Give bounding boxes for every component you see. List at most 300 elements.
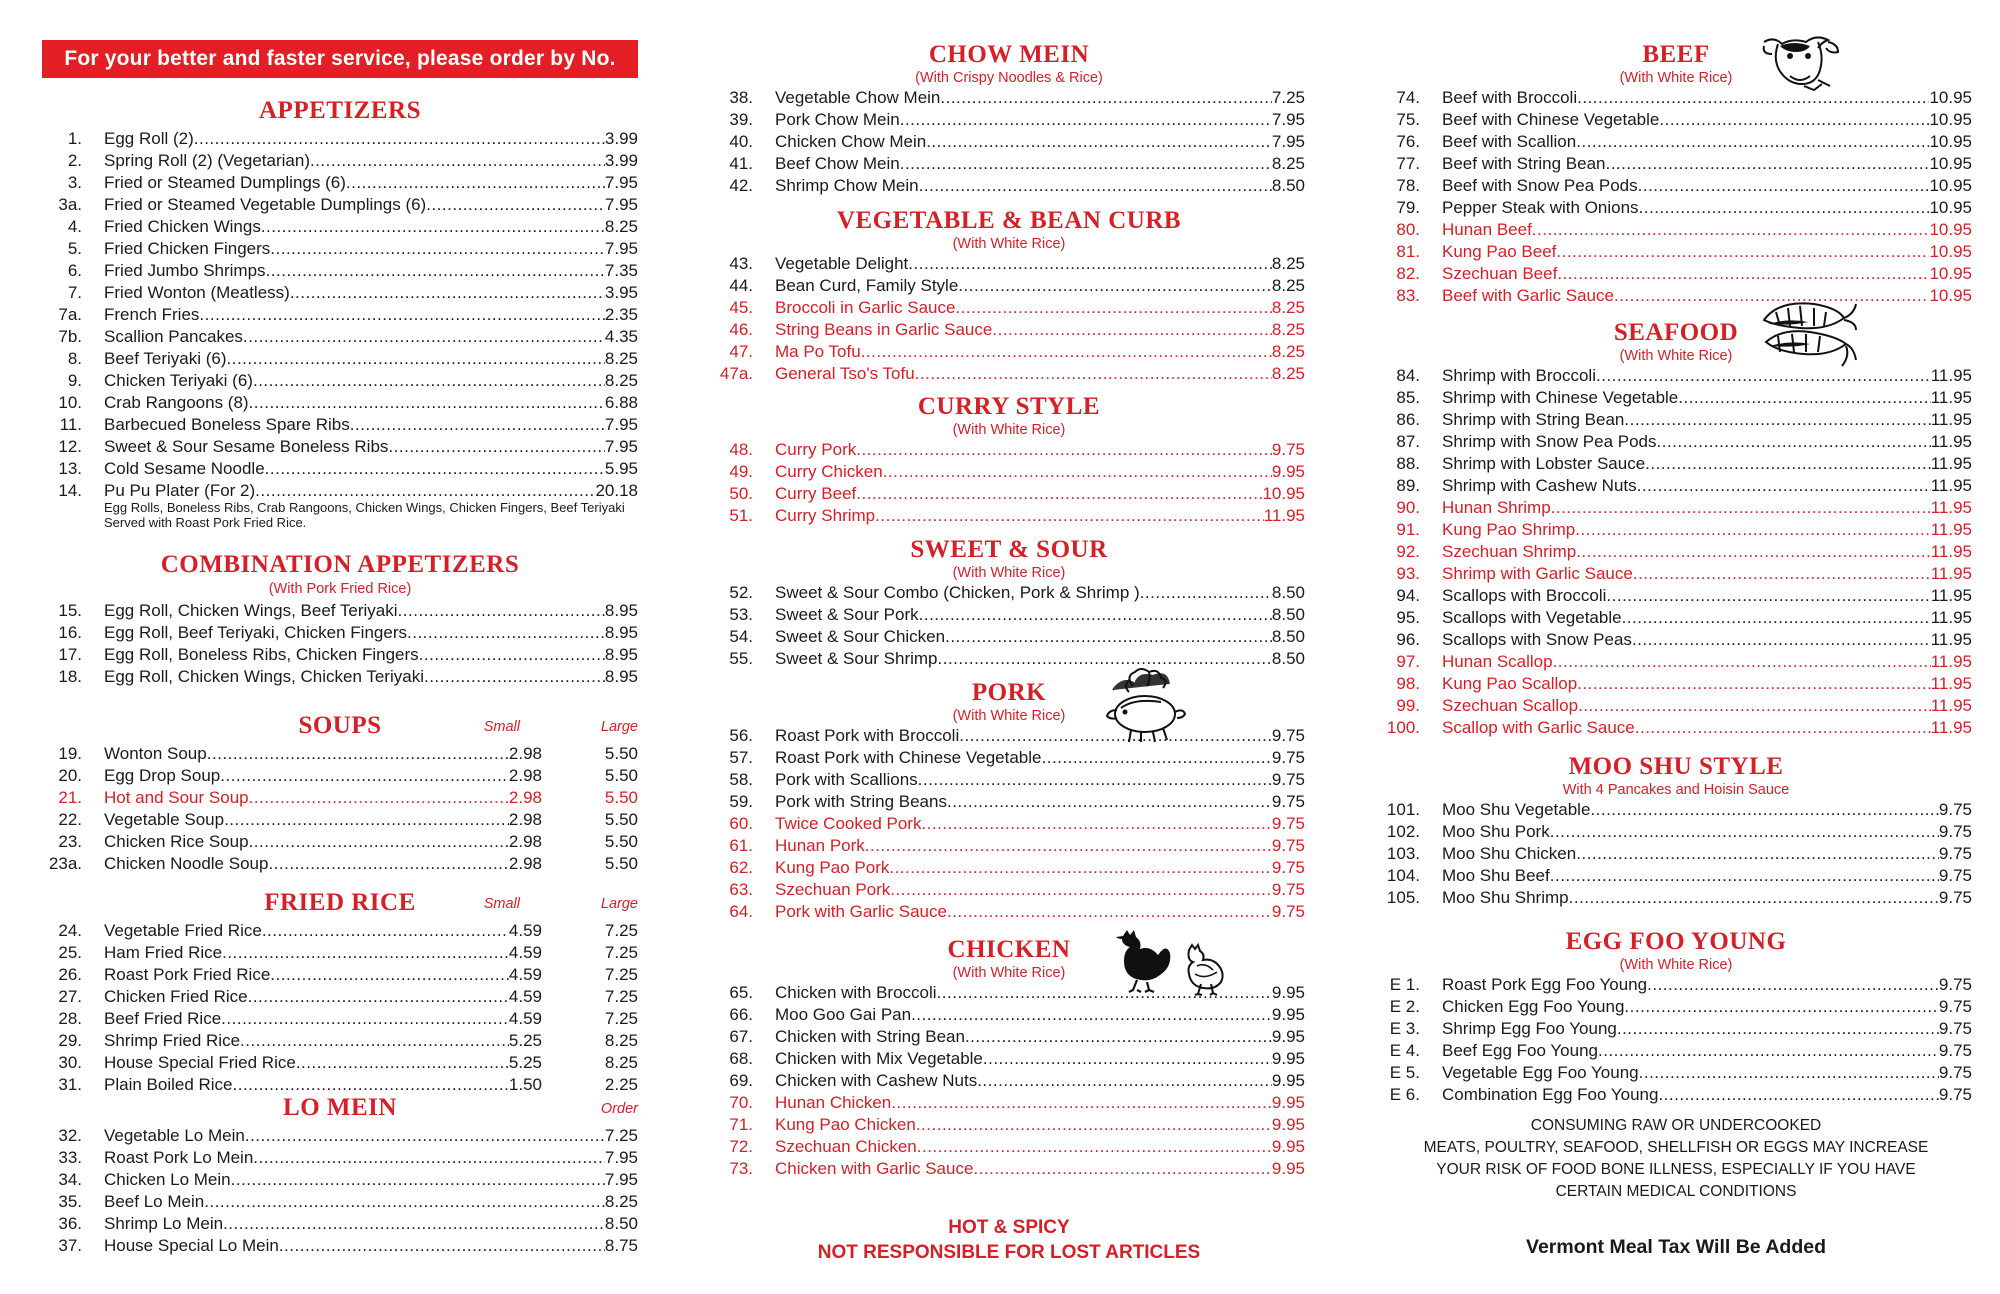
item-line (775, 297, 1305, 319)
item-line (1442, 673, 1972, 695)
item-number: 54. (729, 627, 753, 646)
item-price: 9.75 (1271, 902, 1305, 921)
item-line (104, 1235, 638, 1257)
item-list (713, 982, 1305, 1180)
section-header (42, 711, 638, 743)
item-number: 26. (58, 965, 82, 984)
item-line (775, 648, 1305, 670)
item-number: 21. (58, 788, 82, 807)
item-line (1442, 409, 1972, 431)
item-line (775, 1158, 1305, 1180)
item-number: 35. (58, 1192, 82, 1211)
item-price: 11.95 (1930, 476, 1972, 495)
item-price: 9.75 (1938, 1085, 1972, 1104)
large-column-header: Large (600, 719, 638, 735)
dot-leader (346, 172, 605, 194)
item-price: 11.95 (1930, 542, 1972, 561)
menu-item (713, 725, 1305, 747)
item-name: General Tso's Tofu (775, 364, 915, 383)
item-list (713, 87, 1305, 197)
item-name: French Fries (104, 305, 200, 324)
menu-item (1380, 475, 1972, 497)
menu-item (42, 216, 638, 238)
item-price: 9.75 (1271, 440, 1305, 459)
item-line (775, 835, 1305, 857)
item-line (104, 458, 638, 480)
dot-leader (240, 1030, 509, 1052)
item-name: Beef with Snow Pea Pods (1442, 176, 1638, 195)
section-title: CURRY STYLE (917, 393, 1101, 420)
item-name: Kung Pao Beef (1442, 242, 1557, 261)
item-price: 11.95 (1930, 498, 1972, 517)
item-name: Vegetable Fried Rice (104, 921, 262, 940)
item-list (42, 128, 638, 502)
item-name: Broccoli in Garlic Sauce (775, 298, 956, 317)
section-curry-style (713, 392, 1305, 527)
item-number: 8. (67, 349, 82, 368)
menu-item (1380, 673, 1972, 695)
menu-item (713, 253, 1305, 275)
item-number: E 4. (1389, 1041, 1420, 1060)
item-name: Moo Shu Vegetable (1442, 800, 1591, 819)
section-moo-shu (1380, 752, 1972, 909)
item-price: 11.95 (1930, 674, 1972, 693)
item-name: Egg Roll, Chicken Wings, Chicken Teriyaki (104, 667, 424, 686)
item-price-small: 4.59 (508, 943, 542, 962)
item-line (1442, 974, 1972, 996)
menu-item (42, 436, 638, 458)
item-list (1380, 87, 1972, 307)
item-name: Sweet & Sour Shrimp (775, 649, 938, 668)
item-line (775, 253, 1305, 275)
item-name: Curry Shrimp (775, 506, 876, 525)
item-name: Crab Rangoons (8) (104, 393, 249, 412)
item-price: 9.75 (1938, 844, 1972, 863)
item-price: 10.95 (1929, 242, 1972, 261)
item-line (104, 1008, 542, 1030)
item-number: 40. (729, 132, 753, 151)
item-price: 9.75 (1938, 888, 1972, 907)
item-price-small: 5.25 (508, 1053, 542, 1072)
item-line (104, 787, 542, 809)
item-line (104, 1030, 542, 1052)
section-lo-mein (42, 1093, 638, 1257)
item-line (1442, 843, 1972, 865)
dot-leader (243, 326, 605, 348)
item-line (775, 901, 1305, 923)
dot-leader (861, 341, 1272, 363)
item-line (104, 644, 638, 666)
item-price: 9.75 (1271, 880, 1305, 899)
item-number: 39. (729, 110, 753, 129)
item-name: Sweet & Sour Chicken (775, 627, 946, 646)
dot-leader (883, 461, 1272, 483)
not-responsible-notice: NOT RESPONSIBLE FOR LOST ARTICLES (817, 1242, 1201, 1263)
item-name: Shrimp with Cashew Nuts (1442, 476, 1637, 495)
item-price: 9.75 (1271, 836, 1305, 855)
section-subtitle: (With White Rice) (952, 236, 1066, 252)
item-line (775, 439, 1305, 461)
item-price: 8.95 (604, 601, 638, 620)
menu-item (42, 986, 638, 1008)
item-name: Curry Beef (775, 484, 857, 503)
item-name: Egg Roll, Boneless Ribs, Chicken Fingers (104, 645, 419, 664)
dot-leader (398, 600, 605, 622)
item-name: Roast Pork Egg Foo Young (1442, 975, 1648, 994)
dot-leader (350, 414, 605, 436)
dot-leader (1632, 629, 1931, 651)
item-line (775, 131, 1305, 153)
item-price: 9.95 (1271, 462, 1305, 481)
item-price: 10.95 (1929, 110, 1972, 129)
item-number: 75. (1396, 110, 1420, 129)
menu-item (1380, 409, 1972, 431)
menu-item (713, 87, 1305, 109)
item-line (104, 600, 638, 622)
item-line (104, 150, 638, 172)
item-number: 13. (58, 459, 82, 478)
item-number: 99. (1396, 696, 1420, 715)
item-line (104, 666, 638, 688)
dot-leader (270, 238, 605, 260)
item-price: 7.35 (604, 261, 638, 280)
item-number: 91. (1396, 520, 1420, 539)
menu-item (42, 1169, 638, 1191)
menu-item (42, 600, 638, 622)
item-line (775, 626, 1305, 648)
item-number: E 3. (1389, 1019, 1420, 1038)
dot-leader (958, 275, 1272, 297)
menu-item (42, 348, 638, 370)
item-line (1442, 365, 1972, 387)
item-name: Kung Pao Scallop (1442, 674, 1578, 693)
item-name: Roast Pork with Broccoli (775, 726, 960, 745)
item-list (713, 253, 1305, 385)
item-price: 8.50 (1271, 605, 1305, 624)
item-price: 8.25 (1271, 364, 1305, 383)
item-name: Beef Egg Foo Young (1442, 1041, 1598, 1060)
item-line (775, 1114, 1305, 1136)
item-price: 7.95 (604, 1170, 638, 1189)
dot-leader (1658, 1084, 1938, 1106)
item-number: 74. (1396, 88, 1420, 107)
menu-item (1380, 563, 1972, 585)
section-subtitle: (With White Rice) (952, 565, 1066, 581)
dot-leader (947, 901, 1272, 923)
item-price: 7.25 (1271, 88, 1305, 107)
section-beef (1380, 40, 1972, 307)
menu-item (713, 109, 1305, 131)
item-price: 7.95 (604, 195, 638, 214)
item-price: 7.25 (604, 1126, 638, 1145)
menu-item (713, 1092, 1305, 1114)
item-line (104, 964, 542, 986)
item-name: Roast Pork Lo Mein (104, 1148, 254, 1167)
item-line (104, 260, 638, 282)
item-list (713, 439, 1305, 527)
item-number: 57. (729, 748, 753, 767)
item-number: 76. (1396, 132, 1420, 151)
menu-item (1380, 219, 1972, 241)
item-name: Shrimp Lo Mein (104, 1214, 224, 1233)
menu-item (713, 439, 1305, 461)
item-price: 8.50 (1271, 649, 1305, 668)
section-title: FRIED RICE (264, 889, 416, 916)
item-price-large: 7.25 (604, 987, 638, 1006)
dot-leader (947, 791, 1272, 813)
item-price: 10.95 (1929, 286, 1972, 305)
dot-leader (268, 853, 508, 875)
dot-leader (1042, 747, 1272, 769)
menu-item (1380, 887, 1972, 909)
dot-leader (918, 769, 1272, 791)
dot-leader (891, 1092, 1272, 1114)
item-line (1442, 131, 1972, 153)
item-name: Twice Cooked Pork (775, 814, 922, 833)
section-header (42, 96, 638, 128)
dot-leader (227, 348, 605, 370)
item-list (713, 582, 1305, 670)
item-line (104, 326, 638, 348)
item-price: 8.50 (1271, 176, 1305, 195)
item-number: 43. (729, 254, 753, 273)
item-number: E 5. (1389, 1063, 1420, 1082)
dot-leader (255, 480, 595, 502)
item-name: Pork with Garlic Sauce (775, 902, 947, 921)
section-title: COMBINATION APPETIZERS (160, 551, 520, 578)
menu-item (1380, 241, 1972, 263)
menu-item (42, 964, 638, 986)
menu-item (42, 392, 638, 414)
dot-leader (1622, 607, 1931, 629)
dot-leader (270, 964, 509, 986)
item-price: 9.75 (1938, 1019, 1972, 1038)
item-name: Chicken Fried Rice (104, 987, 248, 1006)
meal-tax-notice: Vermont Meal Tax Will Be Added (1526, 1236, 1826, 1258)
item-price-large: 5.50 (604, 744, 638, 763)
item-number: E 1. (1389, 975, 1420, 994)
section-subtitle: (With White Rice) (952, 708, 1066, 724)
item-name: Barbecued Boneless Spare Ribs (104, 415, 350, 434)
dot-leader (388, 436, 604, 458)
item-price: 8.25 (604, 349, 638, 368)
item-price: 9.75 (1938, 822, 1972, 841)
item-line (1442, 717, 1972, 739)
dot-leader (938, 648, 1272, 670)
item-name: Hunan Beef (1442, 220, 1532, 239)
item-line (104, 436, 638, 458)
section-header (1380, 40, 1972, 69)
menu-item (713, 131, 1305, 153)
menu-item (713, 341, 1305, 363)
item-price: 8.50 (1271, 583, 1305, 602)
item-name: Roast Pork Fried Rice (104, 965, 271, 984)
section-header (713, 535, 1305, 564)
item-number: 22. (58, 810, 82, 829)
item-price: 7.95 (604, 415, 638, 434)
item-number: 84. (1396, 366, 1420, 385)
dot-leader (249, 392, 605, 414)
item-price-large: 8.25 (604, 1053, 638, 1072)
dot-leader (1637, 475, 1931, 497)
menu-item (713, 1026, 1305, 1048)
item-line (775, 1048, 1305, 1070)
item-name: Roast Pork with Chinese Vegetable (775, 748, 1042, 767)
dot-leader (249, 787, 509, 809)
menu-item (713, 791, 1305, 813)
menu-item (713, 1114, 1305, 1136)
item-price: 10.95 (1929, 88, 1972, 107)
section-header (713, 40, 1305, 69)
dot-leader (222, 942, 509, 964)
item-line (775, 725, 1305, 747)
item-number: 45. (729, 298, 753, 317)
item-price: 9.75 (1271, 726, 1305, 745)
item-name: Vegetable Chow Mein (775, 88, 941, 107)
item-line (104, 370, 638, 392)
item-price-large: 7.25 (604, 1009, 638, 1028)
menu-item (1380, 717, 1972, 739)
item-number: 19. (58, 744, 82, 763)
menu-item (42, 282, 638, 304)
item-price: 8.50 (1271, 627, 1305, 646)
item-line (104, 282, 638, 304)
dot-leader (1645, 453, 1931, 475)
item-line (1442, 241, 1972, 263)
item-price: 8.50 (604, 1214, 638, 1233)
item-name: Sweet & Sour Pork (775, 605, 919, 624)
item-price: 20.18 (595, 481, 638, 500)
menu-item (713, 1070, 1305, 1092)
item-number: 11. (59, 415, 82, 434)
item-line (104, 942, 542, 964)
item-list (713, 725, 1305, 923)
item-price-small: 2.98 (508, 832, 542, 851)
item-number: 98. (1396, 674, 1420, 693)
item-number: 65. (729, 983, 753, 1002)
item-number: 36. (58, 1214, 82, 1233)
item-name: Egg Roll (2) (104, 129, 194, 148)
item-price: 11.95 (1930, 410, 1972, 429)
item-number: 60. (729, 814, 753, 833)
item-number: 85. (1396, 388, 1420, 407)
section-vegetable-bean-curd (713, 206, 1305, 385)
dot-leader (296, 1052, 509, 1074)
item-name: House Special Fried Rice (104, 1053, 296, 1072)
item-line (1442, 887, 1972, 909)
dot-leader (1647, 974, 1939, 996)
dot-leader (245, 1125, 605, 1147)
item-number: 82. (1396, 264, 1420, 283)
item-number: 66. (729, 1005, 753, 1024)
menu-item (42, 194, 638, 216)
dot-leader (1624, 996, 1938, 1018)
item-name: Curry Pork (775, 440, 857, 459)
rooster-icon (1113, 928, 1175, 994)
item-price-large: 5.50 (604, 788, 638, 807)
warning-line: YOUR RISK OF FOOD BONE ILLNESS, ESPECIALLY IF YOU HAVE (1436, 1161, 1916, 1178)
menu-item (42, 1008, 638, 1030)
menu-item (1380, 153, 1972, 175)
dot-leader (1553, 651, 1931, 673)
item-name: Szechuan Beef (1442, 264, 1558, 283)
item-line (1442, 821, 1972, 843)
item-name: Szechuan Chicken (775, 1137, 917, 1156)
item-number: 7. (67, 283, 82, 302)
item-price: 3.99 (604, 129, 638, 148)
menu-item (42, 304, 638, 326)
item-price-small: 4.59 (508, 1009, 542, 1028)
menu-item (713, 901, 1305, 923)
item-line (104, 853, 542, 875)
item-price: 9.75 (1271, 814, 1305, 833)
item-line (104, 743, 542, 765)
item-number: 61. (729, 836, 753, 855)
item-number: 72. (729, 1137, 753, 1156)
item-number: 67. (729, 1027, 753, 1046)
item-line (775, 87, 1305, 109)
menu-item (713, 1048, 1305, 1070)
item-price: 9.95 (1271, 1049, 1305, 1068)
item-line (1442, 453, 1972, 475)
menu-item (42, 1213, 638, 1235)
menu-item (42, 1030, 638, 1052)
item-name: Sweet & Sour Sesame Boneless Ribs (104, 437, 389, 456)
item-price: 3.95 (604, 283, 638, 302)
item-name: Chicken with String Bean (775, 1027, 965, 1046)
section-subtitle: (With Crispy Noodles & Rice) (915, 70, 1103, 86)
section-title: SEAFOOD (1613, 319, 1739, 346)
item-name: Chicken Egg Foo Young (1442, 997, 1625, 1016)
item-number: 86. (1396, 410, 1420, 429)
dot-leader (1659, 109, 1929, 131)
item-line (104, 1169, 638, 1191)
menu-item (42, 644, 638, 666)
dot-leader (1624, 409, 1930, 431)
item-line (775, 813, 1305, 835)
dot-leader (992, 319, 1272, 341)
cow-icon (1760, 32, 1842, 92)
dot-leader (223, 1213, 605, 1235)
dot-leader (1569, 887, 1939, 909)
item-line (104, 414, 638, 436)
dot-leader (945, 626, 1272, 648)
item-number: 23. (58, 832, 82, 851)
section-header (713, 206, 1305, 235)
dot-leader (900, 153, 1272, 175)
item-number: 44. (729, 276, 753, 295)
item-number: 103. (1386, 844, 1420, 863)
section-subtitle: (With White Rice) (1619, 70, 1733, 86)
dot-leader (955, 297, 1271, 319)
item-number: 69. (729, 1071, 753, 1090)
item-line (104, 304, 638, 326)
item-line (104, 392, 638, 414)
item-line (775, 1070, 1305, 1092)
item-price: 8.95 (604, 623, 638, 642)
dot-leader (1578, 695, 1931, 717)
item-price: 9.95 (1271, 983, 1305, 1002)
item-line (1442, 585, 1972, 607)
dot-leader (1532, 219, 1930, 241)
item-line (1442, 1040, 1972, 1062)
menu-item (42, 920, 638, 942)
section-title: APPETIZERS (259, 97, 421, 124)
item-name: Combination Egg Foo Young (1442, 1085, 1659, 1104)
item-price: 6.88 (604, 393, 638, 412)
menu-item (713, 153, 1305, 175)
item-line (775, 505, 1305, 527)
